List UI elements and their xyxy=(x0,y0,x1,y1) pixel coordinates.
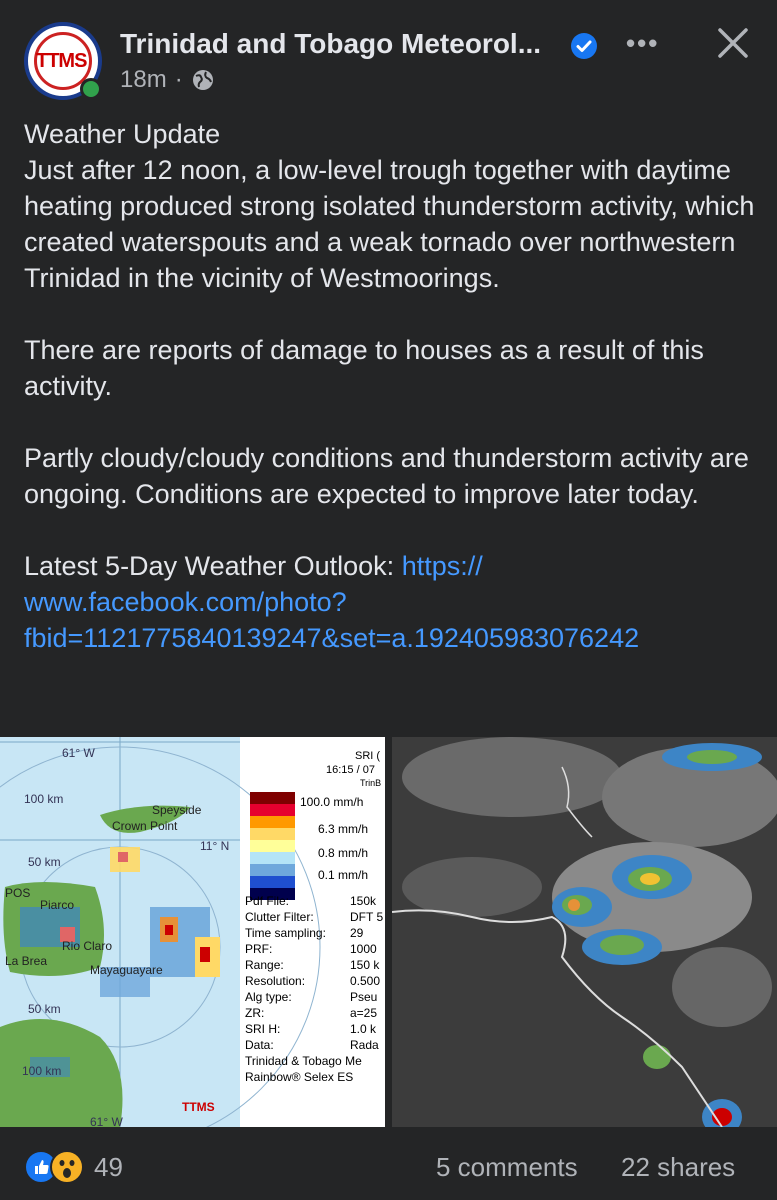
reaction-count[interactable]: 49 xyxy=(94,1152,123,1182)
info-value: 150k xyxy=(350,894,377,908)
info-label: Clutter Filter: xyxy=(245,910,314,924)
info-label: Alg type: xyxy=(245,990,292,1004)
place-label: Mayaguayare xyxy=(90,963,163,977)
legend-value: 0.8 mm/h xyxy=(318,846,369,860)
outlook-link-part-2[interactable]: www.facebook.com/photo? xyxy=(24,587,347,617)
outlook-label: Latest 5-Day Weather Outlook: xyxy=(24,551,402,581)
info-value: a=25 xyxy=(350,1006,378,1020)
info-label: Data: xyxy=(245,1038,274,1052)
info-value: Pseu xyxy=(350,990,378,1004)
place-label: Crown Point xyxy=(112,819,178,833)
info-label: Time sampling: xyxy=(245,926,326,940)
info-value: Rada xyxy=(350,1038,379,1052)
legend-value: 6.3 mm/h xyxy=(318,822,369,836)
radar-lat-label: 11° N xyxy=(200,839,230,853)
info-label: Resolution: xyxy=(245,974,306,988)
place-label: Speyside xyxy=(152,803,202,817)
page-name[interactable]: Trinidad and Tobago Meteorol... xyxy=(120,28,542,59)
legend-value: 100.0 mm/h xyxy=(300,795,364,809)
place-label: La Brea xyxy=(5,954,48,968)
radar-image[interactable] xyxy=(0,737,385,1127)
post-header xyxy=(0,0,777,110)
post-body xyxy=(24,116,764,656)
close-icon[interactable] xyxy=(716,26,750,60)
post-meta xyxy=(120,66,215,94)
outlook-link-part-1[interactable]: https:// xyxy=(401,551,483,581)
post-paragraph-3: Partly cloudy/cloudy conditions and thunderstorm activity are ongoing. Conditions are expected to improve later today. xyxy=(24,443,749,509)
shares-count[interactable]: 22 shares xyxy=(621,1152,736,1182)
radar-footer-software: Rainbow® Selex ES xyxy=(245,1070,354,1084)
post-time[interactable]: 18m xyxy=(120,66,167,93)
info-value: 1000 xyxy=(350,942,377,956)
info-label: Pdf File: xyxy=(245,894,290,908)
info-label: SRI H: xyxy=(245,1022,281,1036)
post-paragraph-1: Just after 12 noon, a low-level trough together with daytime heating produced strong isolated thunderstorm activity, which created waterspouts and a weak tornado over northwestern Trinidad in the vicinity of Westmoorings. xyxy=(24,155,755,293)
radar-org: TrinB xyxy=(360,778,382,788)
radar-logo: TTMS xyxy=(182,1100,215,1114)
info-value: 150 k xyxy=(350,958,380,972)
legend-value: 0.1 mm/h xyxy=(318,868,369,882)
post-paragraph-2: There are reports of damage to houses as a result of this activity. xyxy=(24,335,704,401)
post-heading: Weather Update xyxy=(24,119,221,149)
more-options-button[interactable]: ••• xyxy=(626,28,660,58)
place-label: Rio Claro xyxy=(62,939,113,953)
radar-footer-org: Trinidad & Tobago Me xyxy=(245,1054,362,1068)
info-value: 29 xyxy=(350,926,364,940)
post-footer xyxy=(0,1130,777,1200)
outlook-link-part-3[interactable]: fbid=1121775840139247&set=a.192405983076242 xyxy=(24,623,640,653)
info-value: 1.0 k xyxy=(350,1022,377,1036)
globe-icon xyxy=(191,68,215,92)
place-label: Piarco xyxy=(40,898,75,912)
radar-scale-50-bottom: 50 km xyxy=(28,1002,61,1016)
radar-scale-100-top: 100 km xyxy=(24,792,64,806)
outlook-line xyxy=(24,548,764,584)
radar-lon-label: 61° W xyxy=(62,746,95,760)
post-images xyxy=(0,737,777,1127)
radar-scale-50-top: 50 km xyxy=(28,855,61,869)
info-label: PRF: xyxy=(245,942,273,956)
radar-product-title: SRI ( xyxy=(355,750,381,762)
place-label: POS xyxy=(5,886,31,900)
meta-separator: · xyxy=(174,66,183,93)
info-value: DFT 5 xyxy=(350,910,384,924)
logo-text: TTMS xyxy=(36,50,87,72)
verified-badge-icon xyxy=(570,32,598,60)
online-status-dot xyxy=(80,78,102,100)
radar-scale-100-bottom: 100 km xyxy=(22,1064,62,1078)
radar-time: 16:15 / 07 xyxy=(326,764,375,776)
satellite-image[interactable] xyxy=(392,737,777,1127)
comments-count[interactable]: 5 comments xyxy=(436,1152,578,1182)
radar-lon-bottom-label: 61° W xyxy=(90,1115,123,1127)
info-value: 0.500 xyxy=(350,974,381,988)
info-label: ZR: xyxy=(245,1006,265,1020)
info-label: Range: xyxy=(245,958,284,972)
wow-icon[interactable] xyxy=(50,1150,84,1184)
